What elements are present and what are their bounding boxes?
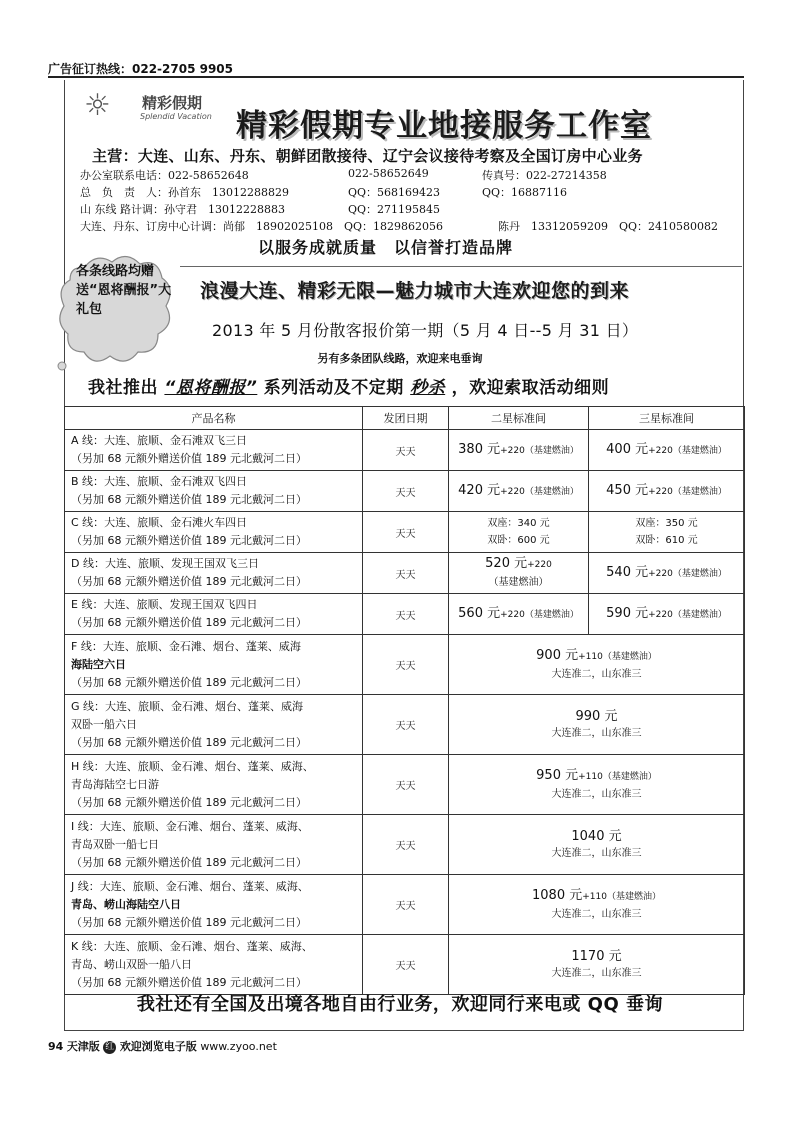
route-date: 天天	[363, 755, 449, 815]
table-row	[65, 635, 745, 695]
contact-office: 办公室联系电话：022-58652648	[80, 169, 249, 182]
route-name	[65, 695, 363, 755]
page-title: 精彩假期专业地接服务工作室	[236, 108, 652, 144]
price-surcharge: +220	[527, 560, 552, 570]
contact-shandong-qq: QQ：271195845	[348, 203, 441, 216]
price-two-star	[449, 594, 589, 635]
promo-post: ，欢迎索取活动细则	[451, 378, 610, 398]
price-three-star	[589, 512, 745, 553]
price-two-star	[449, 512, 589, 553]
price-merged	[449, 875, 745, 935]
main-business: 主营：大连、山东、丹东、朝鲜团散接待、辽宁会议接待考察及全国订房中心业务	[92, 147, 643, 165]
route-date: 天天	[363, 553, 449, 594]
route-line2: （另加 68 元额外赠送价值 189 元北戴河二日）	[71, 534, 307, 547]
route-line2: （另加 68 元额外赠送价值 189 元北戴河二日）	[71, 675, 307, 689]
col-header-date: 发团日期	[363, 407, 449, 430]
table-row	[65, 695, 745, 755]
route-name	[65, 471, 363, 512]
route-date: 天天	[363, 430, 449, 471]
price-room-note: 大连准二，山东准三	[551, 967, 642, 979]
route-line1b: 双卧一船六日	[71, 717, 137, 731]
promo-mid: 系列活动及不定期	[263, 378, 404, 398]
price-three-star	[589, 430, 745, 471]
price-value: 900 元	[536, 647, 579, 663]
price-three-star	[589, 594, 745, 635]
logo	[84, 86, 224, 130]
table-row	[65, 875, 745, 935]
price-seat: 双座：340 元	[487, 518, 550, 529]
price-value: 1170 元	[571, 948, 622, 964]
price-value: 590 元	[606, 605, 649, 621]
ad-hotline: 广告征订热线：022-2705 9905	[48, 62, 234, 76]
slogan: 以服务成就质量 以信誉打造品牌	[258, 238, 514, 257]
route-line1b: 青岛双卧一船七日	[71, 837, 159, 851]
price-surcharge: +110（基建燃油）	[582, 891, 661, 902]
price-surcharge: +220（基建燃油）	[500, 609, 579, 620]
route-line1: H 线：大连、旅顺、金石滩、烟台、蓬莱、威海、	[71, 759, 314, 773]
col-header-three-star: 三星标准间	[589, 407, 745, 430]
cloud-text: 各条线路均赠送“恩将酬报”大礼包	[76, 264, 172, 317]
route-date: 天天	[363, 935, 449, 995]
table-row	[65, 471, 745, 512]
price-surcharge: +220（基建燃油）	[648, 445, 727, 456]
route-line2: （另加 68 元额外赠送价值 189 元北戴河二日）	[71, 616, 307, 629]
route-line1: F 线：大连、旅顺、金石滩、烟台、蓬莱、威海	[71, 639, 301, 653]
price-merged	[449, 635, 745, 695]
route-date: 天天	[363, 635, 449, 695]
price-two-star	[449, 553, 589, 594]
table-row	[65, 935, 745, 995]
route-line2: （另加 68 元额外赠送价值 189 元北戴河二日）	[71, 493, 307, 506]
route-name	[65, 430, 363, 471]
route-name	[65, 594, 363, 635]
route-date: 天天	[363, 471, 449, 512]
price-surcharge: +220（基建燃油）	[500, 486, 579, 497]
table-row	[65, 594, 745, 635]
contact-manager: 总 负 责 人：孙首东 13012288829	[80, 186, 289, 199]
price-value: 380 元	[458, 441, 501, 457]
tagline: 浪漫大连、精彩无限—魅力城市大连欢迎您的到来	[200, 280, 630, 302]
red-badge-icon: 红	[105, 1041, 115, 1052]
route-line1: E 线：大连、旅顺、发现王国双飞四日	[71, 598, 258, 611]
route-line2: （另加 68 元额外赠送价值 189 元北戴河二日）	[71, 452, 307, 465]
price-merged	[449, 935, 745, 995]
price-value: 560 元	[458, 605, 501, 621]
table-row	[65, 755, 745, 815]
route-line1b: 青岛、崂山双卧一船八日	[71, 957, 192, 971]
route-line2: （另加 68 元额外赠送价值 189 元北戴河二日）	[71, 795, 307, 809]
price-value: 540 元	[606, 564, 649, 580]
price-value: 420 元	[458, 482, 501, 498]
route-name	[65, 935, 363, 995]
price-sleeper: 双卧：610 元	[635, 535, 698, 546]
route-line2: （另加 68 元额外赠送价值 189 元北戴河二日）	[71, 575, 307, 588]
contact-dalian-2: 陈丹 13312059209 QQ：2410580082	[498, 220, 719, 233]
route-name	[65, 635, 363, 695]
route-line1: A 线：大连、旅顺、金石滩双飞三日	[71, 434, 248, 447]
price-surcharge: +220（基建燃油）	[648, 486, 727, 497]
route-line2: （另加 68 元额外赠送价值 189 元北戴河二日）	[71, 915, 307, 929]
price-room-note: 大连准二，山东准三	[551, 847, 642, 859]
table-header-row	[65, 407, 745, 430]
route-line2: （另加 68 元额外赠送价值 189 元北戴河二日）	[71, 855, 307, 869]
table-row	[65, 430, 745, 471]
contact-manager-qq: QQ：568169423	[348, 186, 441, 199]
price-room-note: 大连准二，山东准三	[551, 668, 642, 680]
page-footer	[48, 1038, 277, 1054]
price-value: 950 元	[536, 767, 579, 783]
route-line1: K 线：大连、旅顺、金石滩、烟台、蓬莱、威海、	[71, 939, 313, 953]
price-value: 1040 元	[571, 828, 622, 844]
site-link[interactable]: www.zyoo.net	[200, 1040, 277, 1053]
price-value: 1080 元	[532, 887, 583, 903]
route-date: 天天	[363, 594, 449, 635]
route-line1: D 线：大连、旅顺、发现王国双飞三日	[71, 557, 259, 570]
promo-highlight-2: 秒杀	[410, 378, 446, 398]
promo-highlight-1: “恩将酬报”	[164, 378, 258, 398]
top-divider	[48, 76, 744, 78]
price-table	[64, 406, 745, 995]
price-room-note: 大连准二，山东准三	[551, 727, 642, 739]
price-surcharge: +220（基建燃油）	[648, 568, 727, 579]
price-seat: 双座：350 元	[635, 518, 698, 529]
route-line1: J 线：大连、旅顺、金石滩、烟台、蓬莱、威海、	[71, 879, 309, 893]
table-row	[65, 815, 745, 875]
price-two-star	[449, 471, 589, 512]
route-date: 天天	[363, 875, 449, 935]
route-line1: I 线：大连、旅顺、金石滩、烟台、蓬莱、威海、	[71, 819, 309, 833]
promo-pre: 我社推出	[88, 378, 158, 398]
page-number: 94	[48, 1040, 64, 1053]
price-merged	[449, 695, 745, 755]
route-line1: C 线：大连、旅顺、金石滩火车四日	[71, 516, 248, 529]
browse-label: 欢迎浏览电子版	[119, 1040, 197, 1053]
contact-shandong: 山 东线 路计调：孙守君 13012228883	[80, 203, 285, 216]
price-surcharge: +220（基建燃油）	[648, 609, 727, 620]
price-merged	[449, 755, 745, 815]
price-sleeper: 双卧：600 元	[487, 535, 550, 546]
price-three-star	[589, 553, 745, 594]
route-name	[65, 755, 363, 815]
logo-sun-icon: ☼	[84, 88, 111, 123]
price-fuel-note: （基建燃油）	[488, 577, 549, 588]
price-surcharge: +110（基建燃油）	[578, 651, 657, 662]
route-date: 天天	[363, 815, 449, 875]
route-line1: B 线：大连、旅顺、金石滩双飞四日	[71, 475, 248, 488]
price-room-note: 大连准二，山东准三	[551, 908, 642, 920]
price-surcharge: +220（基建燃油）	[500, 445, 579, 456]
price-surcharge: +110（基建燃油）	[578, 771, 657, 782]
route-line2: （另加 68 元额外赠送价值 189 元北戴河二日）	[71, 975, 307, 989]
table-row	[65, 512, 745, 553]
quote-title: 2013 年 5 月份散客报价第一期（5 月 4 日--5 月 31 日）	[212, 321, 639, 340]
price-three-star	[589, 471, 745, 512]
route-line1b: 海陆空六日	[71, 657, 126, 671]
logo-en-text: Splendid Vacation	[140, 112, 212, 121]
price-two-star	[449, 430, 589, 471]
price-merged	[449, 815, 745, 875]
route-name	[65, 553, 363, 594]
route-date: 天天	[363, 512, 449, 553]
tagline-divider	[180, 266, 742, 267]
price-value: 520 元	[485, 556, 528, 571]
route-line1b: 青岛海陆空七日游	[71, 777, 159, 791]
price-value: 400 元	[606, 441, 649, 457]
contact-manager-qq2: QQ：16887116	[482, 186, 568, 199]
contact-office-2: 022-58652649	[348, 167, 429, 180]
logo-cn-text: 精彩假期	[142, 94, 203, 112]
more-routes-note: 另有多条团队线路，欢迎来电垂询	[317, 352, 483, 365]
route-date: 天天	[363, 695, 449, 755]
bottom-banner: 我社还有全国及出境各地自由行业务，欢迎同行来电或 QQ 垂询	[136, 994, 664, 1015]
edition-label: 天津版	[66, 1040, 100, 1053]
route-line1: G 线：大连、旅顺、金石滩、烟台、蓬莱、威海	[71, 699, 304, 713]
contact-dalian: 大连、丹东、订房中心计调：尚郁 18902025108 QQ：1829862056	[80, 220, 444, 233]
col-header-two-star: 二星标准间	[449, 407, 589, 430]
route-name	[65, 512, 363, 553]
price-value: 450 元	[606, 482, 649, 498]
promo-line	[88, 373, 609, 398]
table-row	[65, 553, 745, 594]
route-name	[65, 815, 363, 875]
price-value: 990 元	[575, 708, 618, 724]
price-room-note: 大连准二，山东准三	[551, 788, 642, 800]
col-header-product: 产品名称	[65, 407, 363, 430]
route-line1b: 青岛、崂山海陆空八日	[71, 897, 181, 911]
contact-fax: 传真号：022-27214358	[482, 169, 607, 182]
route-name	[65, 875, 363, 935]
route-line2: （另加 68 元额外赠送价值 189 元北戴河二日）	[71, 735, 307, 749]
